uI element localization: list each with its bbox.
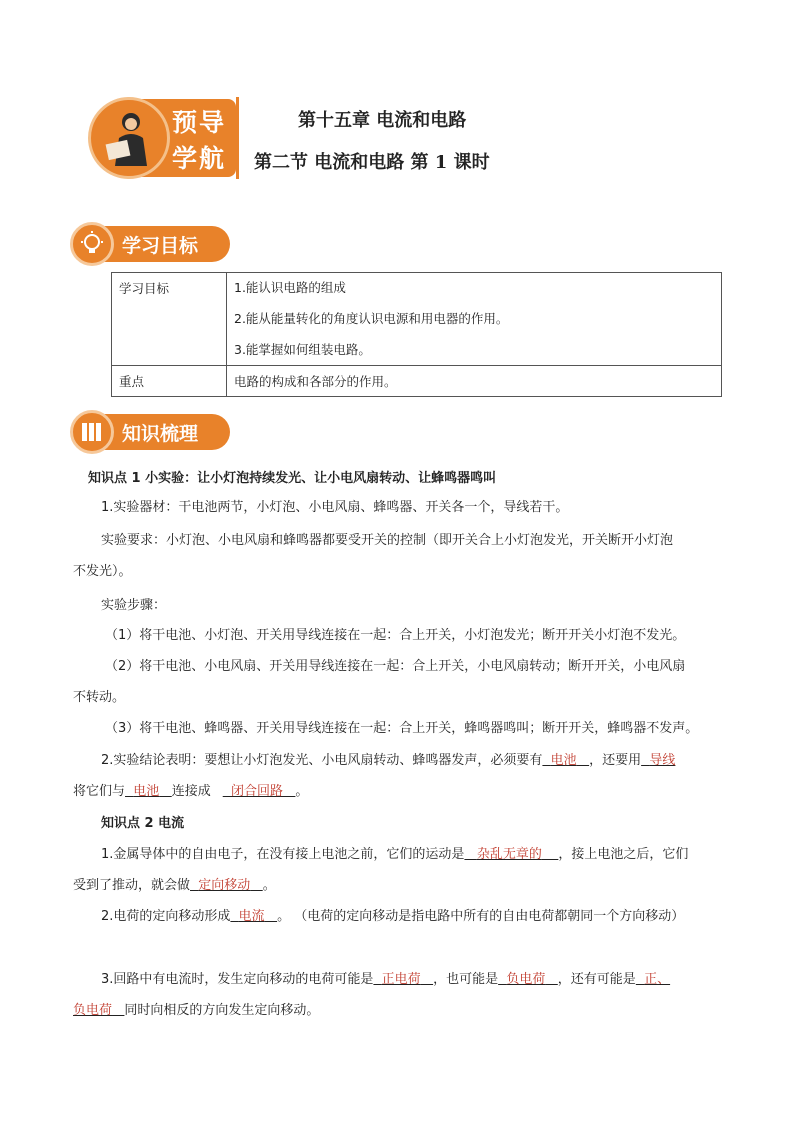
section-title: 第二节 电流和电路 第 1 课时 bbox=[254, 152, 490, 173]
kp1-step2: （2）将干电池、小电风扇、开关用导线连接在一起：合上开关，小电风扇转动；断开开关，小电风扇 bbox=[105, 659, 686, 674]
lightbulb-icon bbox=[78, 230, 106, 258]
books-icon bbox=[78, 418, 106, 446]
kp1-conclusion-cont: 将它们与 电池 连接成 闭合回路 。 bbox=[73, 784, 309, 799]
table-row bbox=[112, 366, 722, 397]
focus-value: 电路的构成和各部分的作用。 bbox=[227, 366, 722, 397]
answer-blank: 电流 bbox=[238, 909, 265, 924]
kp1-step1: （1）将干电池、小灯泡、开关用导线连接在一起：合上开关，小灯泡发光；断开开关小灯泡不发光。 bbox=[105, 628, 686, 643]
answer-blank: 负电荷 bbox=[506, 972, 546, 987]
reader-illustration bbox=[88, 97, 170, 179]
goals-table bbox=[111, 272, 722, 397]
kp1-steps-label: 实验步骤： bbox=[101, 598, 167, 613]
goal-item: 1.能认识电路的组成 bbox=[234, 280, 346, 295]
answer-blank: 负电荷 bbox=[73, 1003, 113, 1018]
kp1-title: 知识点 1 小实验：让小灯泡持续发光、让小电风扇转动、让蜂鸣器鸣叫 bbox=[88, 471, 497, 486]
kp2-title: 知识点 2 电流 bbox=[101, 816, 185, 831]
kp2-line3-cont: 负电荷 同时向相反的方向发生定向移动。 bbox=[73, 1003, 320, 1018]
kp1-requirement: 实验要求：小灯泡、小电风扇和蜂鸣器都要受开关的控制（即开关合上小灯泡发光，开关断开小灯泡 bbox=[101, 533, 674, 548]
kp1-conclusion: 2.实验结论表明：要想让小灯泡发光、小电风扇转动、蜂鸣器发声，必须要有 电池 ，还要用 导线 bbox=[101, 753, 676, 768]
goals-items bbox=[227, 273, 722, 366]
focus-key: 重点 bbox=[112, 366, 227, 397]
kp2-line1: 1.金属导体中的自由电子，在没有接上电池之前，它们的运动是 杂乱无章的 ，接上电池之后，它们 bbox=[101, 847, 689, 862]
reader-icon bbox=[91, 100, 167, 176]
answer-blank: 导线 bbox=[649, 753, 676, 768]
logo-text-bottom: 学航 bbox=[172, 144, 227, 173]
logo-text-top: 预导 bbox=[172, 108, 227, 137]
answer-blank: 闭合回路 bbox=[230, 784, 283, 799]
goal-item: 2.能从能量转化的角度认识电源和用电器的作用。 bbox=[234, 311, 509, 326]
goals-banner bbox=[70, 222, 230, 266]
answer-blank: 正、 bbox=[644, 972, 671, 987]
goal-item: 3.能掌握如何组装电路。 bbox=[234, 342, 371, 357]
answer-blank: 正电荷 bbox=[381, 972, 421, 987]
kp2-line2: 2.电荷的定向移动形成 电流 。 （电荷的定向移动是指电路中所有的自由电荷都朝同一个方向移动） bbox=[101, 909, 685, 924]
chapter-title: 第十五章 电流和电路 bbox=[298, 110, 467, 131]
logo-divider bbox=[236, 97, 239, 179]
answer-blank: 电池 bbox=[550, 753, 577, 768]
goals-key: 学习目标 bbox=[112, 273, 227, 366]
knowledge-banner bbox=[70, 410, 230, 454]
kp1-step2-cont: 不转动。 bbox=[73, 690, 126, 705]
answer-blank: 电池 bbox=[133, 784, 160, 799]
table-row bbox=[112, 273, 722, 366]
header-logo bbox=[88, 97, 238, 179]
answer-blank: 定向移动 bbox=[198, 878, 251, 893]
answer-blank: 杂乱无章的 bbox=[476, 847, 542, 862]
kp1-materials: 1.实验器材：干电池两节，小灯泡、小电风扇、蜂鸣器、开关各一个，导线若干。 bbox=[101, 500, 569, 515]
goals-banner-title: 学习目标 bbox=[122, 235, 199, 257]
knowledge-banner-title: 知识梳理 bbox=[122, 423, 199, 445]
kp2-line1-cont: 受到了推动，就会做 定向移动 。 bbox=[73, 878, 276, 893]
kp2-line3: 3.回路中有电流时，发生定向移动的电荷可能是 正电荷 ，也可能是 负电荷 ，还有可能是 正、 bbox=[101, 972, 671, 987]
kp1-step3: （3）将干电池、蜂鸣器、开关用导线连接在一起：合上开关，蜂鸣器鸣叫；断开开关，蜂鸣器不发声。 bbox=[105, 721, 699, 736]
kp1-requirement-cont: 不发光）。 bbox=[73, 564, 132, 579]
